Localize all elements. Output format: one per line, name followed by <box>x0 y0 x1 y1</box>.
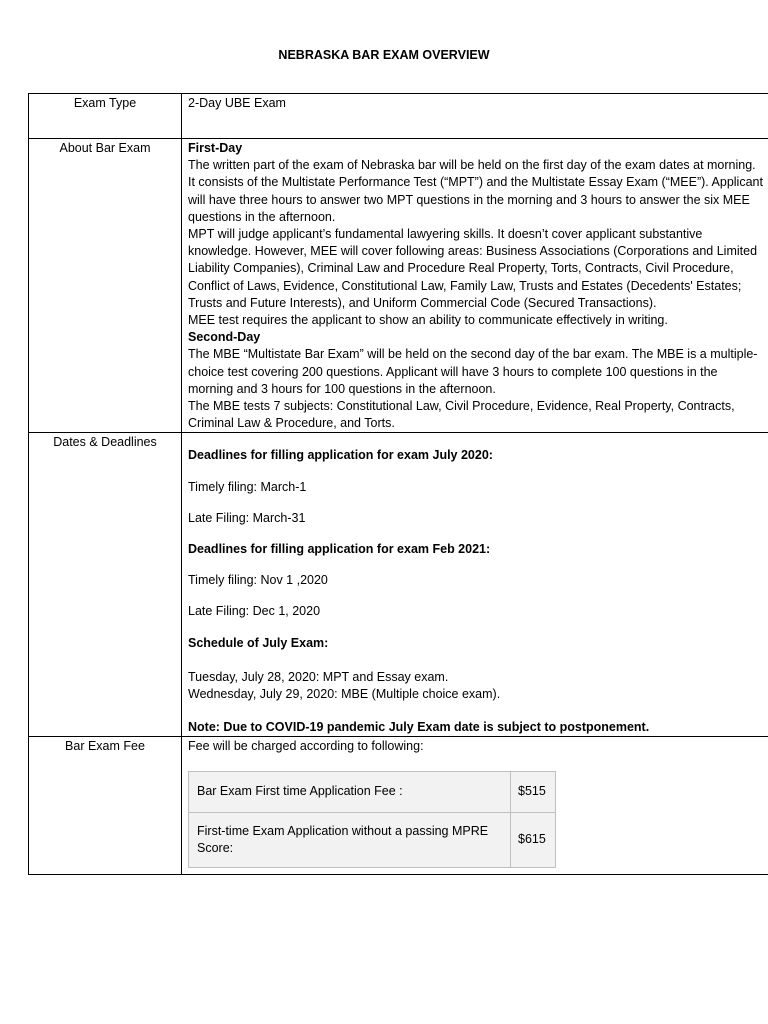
fee-content <box>182 737 768 875</box>
table-row-dates <box>29 433 768 737</box>
july-late-filing: Late Filing: March-31 <box>188 510 306 525</box>
covid-note: Note: Due to COVID-19 pandemic July Exam date is subject to postponement. <box>188 720 650 735</box>
schedule-day-2: Wednesday, July 29, 2020: MBE (Multiple choice exam). <box>188 687 501 702</box>
first-day-heading: First-Day <box>188 141 243 155</box>
feb-deadline-heading: Deadlines for filling application for exam Feb 2021: <box>188 542 491 557</box>
about-content <box>182 139 768 433</box>
table-row-exam-type <box>29 94 768 139</box>
feb-late-filing: Late Filing: Dec 1, 2020 <box>188 604 321 619</box>
row-label: Bar Exam Fee <box>29 737 182 875</box>
table-row-fee <box>29 737 768 875</box>
fee-amount: $615 <box>511 812 556 867</box>
mbe-subjects-paragraph: The MBE tests 7 subjects: Constitutional Law, Civil Procedure, Evidence, Real Property, Contracts, Criminal Law & Procedure, and Torts. <box>188 399 735 431</box>
fee-label: Bar Exam First time Application Fee : <box>189 771 511 812</box>
row-label: Exam Type <box>29 94 182 139</box>
fee-intro: Fee will be charged according to following: <box>188 739 424 754</box>
exam-type-value: 2-Day UBE Exam <box>182 94 768 139</box>
second-day-heading: Second-Day <box>188 330 261 345</box>
table-row <box>189 771 556 812</box>
fee-label: First-time Exam Application without a passing MPRE Score: <box>189 812 511 867</box>
fee-amount: $515 <box>511 771 556 812</box>
mpt-mee-paragraph: MPT will judge applicant’s fundamental lawyering skills. It doesn’t cover applicant substantive knowledge. However, MEE will cover following areas: Business Associations (Corporations and Limited Liability Companies), Criminal Law and Procedure Real Property, Torts, Contracts, Civil Procedure, Conflict of Laws, Evidence, Constitutional Law, Family Law, Trusts and Estates (Decedents' Estates; Trusts and Future Interests), and Uniform Commercial Code (Secured Transactions). <box>188 227 758 310</box>
page-title: NEBRASKA BAR EXAM OVERVIEW <box>278 48 490 62</box>
schedule-day-1: Tuesday, July 28, 2020: MPT and Essay exam. <box>188 669 449 684</box>
table-row-about <box>29 139 768 433</box>
second-day-paragraph: The MBE “Multistate Bar Exam” will be held on the second day of the bar exam. The MBE is a multiple-choice test covering 200 questions. Applicant will have 3 hours to complete 100 questions in the morning and 3 hours for 100 questions in the afternoon. <box>188 347 758 396</box>
mee-writing-paragraph: MEE test requires the applicant to show an ability to communicate effectively in writing. <box>188 313 668 328</box>
overview-table <box>28 93 768 875</box>
row-label: About Bar Exam <box>29 139 182 433</box>
row-label: Dates & Deadlines <box>29 433 182 737</box>
fee-table <box>188 771 556 868</box>
dates-content <box>182 433 768 737</box>
july-deadline-heading: Deadlines for filling application for exam July 2020: <box>188 448 493 463</box>
feb-timely-filing: Timely filing: Nov 1 ,2020 <box>188 573 328 588</box>
table-row <box>189 812 556 867</box>
july-timely-filing: Timely filing: March-1 <box>188 479 307 494</box>
schedule-heading: Schedule of July Exam: <box>188 635 329 650</box>
first-day-paragraph: The written part of the exam of Nebraska bar will be held on the first day of the exam dates at morning. It consists of the Multistate Performance Test (“MPT”) and the Multistate Essay Exam (“MEE”). Applicant will have three hours to answer two MPT questions in the morning and 3 hours to answer the six MEE questions in the afternoon. <box>188 158 763 224</box>
